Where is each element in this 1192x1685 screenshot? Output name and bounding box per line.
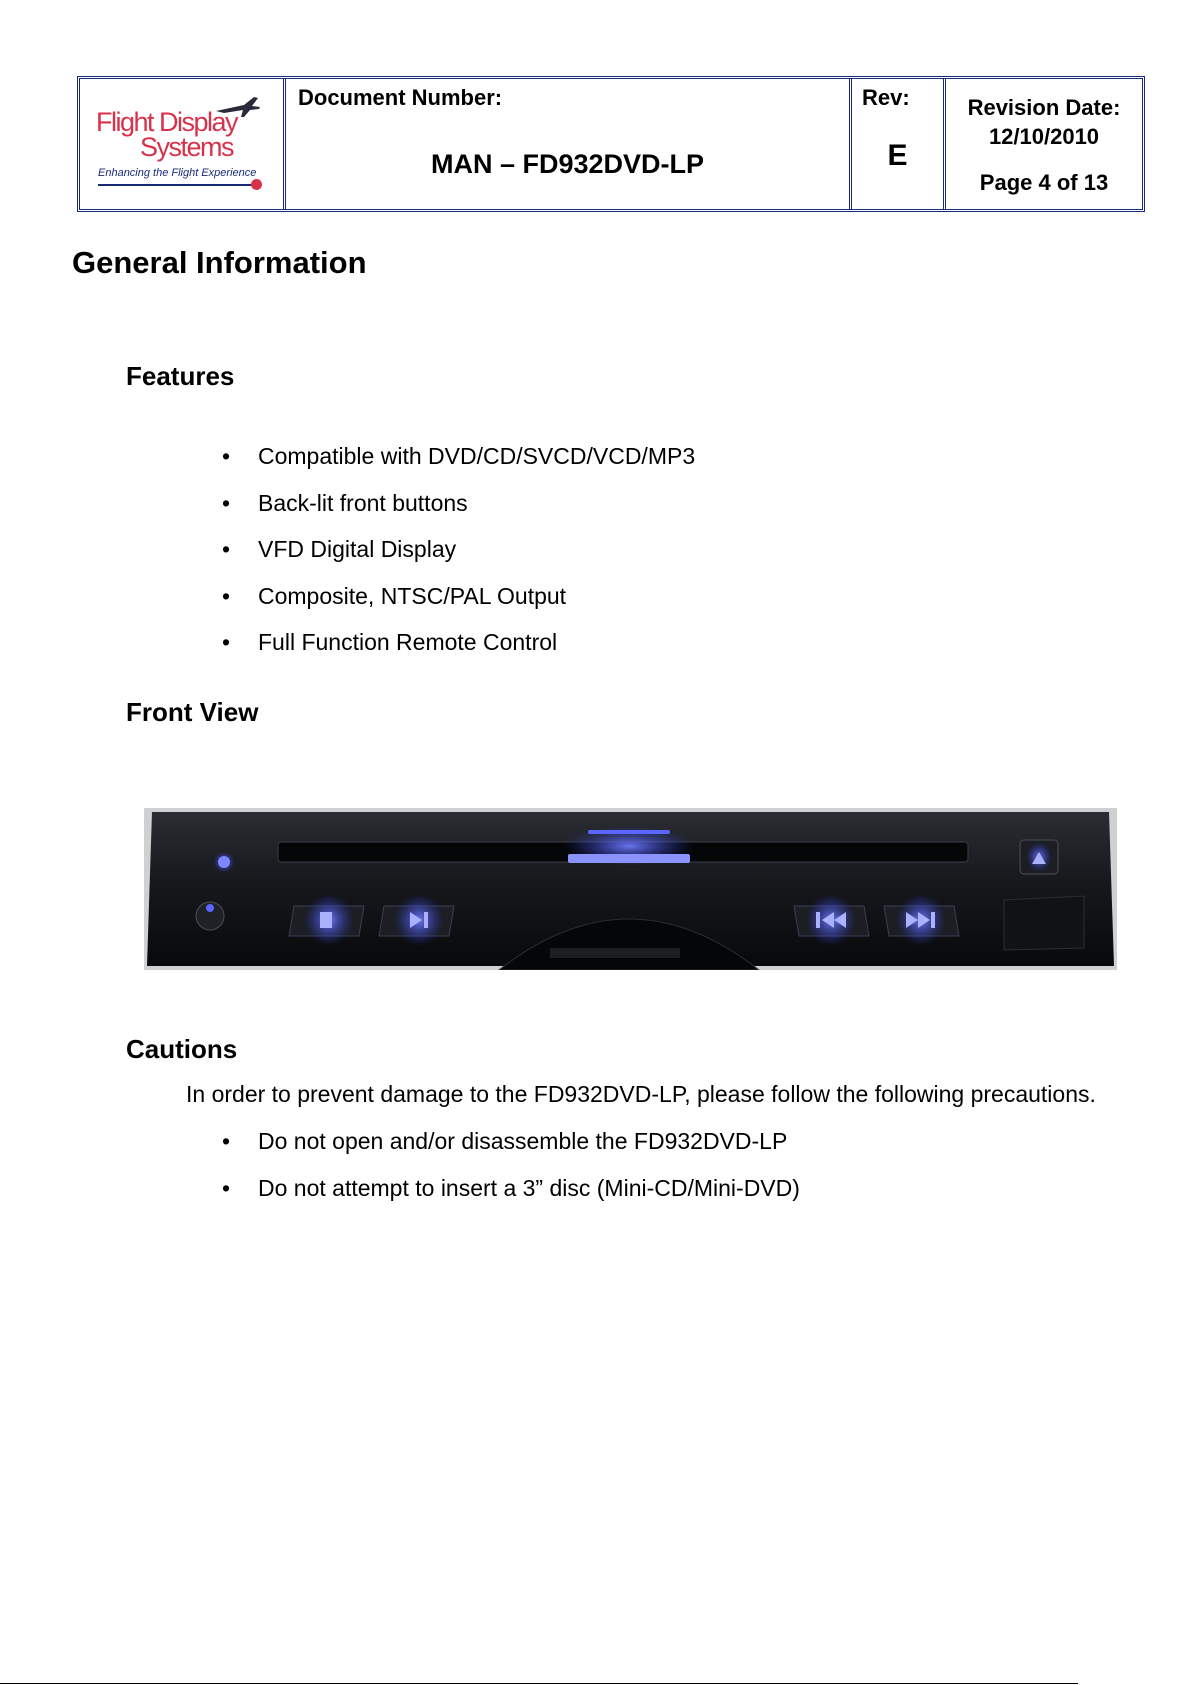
document-number-value: MAN – FD932DVD-LP (430, 149, 705, 179)
bullet-icon: • (222, 629, 231, 655)
list-item (222, 490, 695, 537)
features-heading: Features (126, 361, 235, 391)
list-item (222, 583, 695, 630)
cautions-list (222, 1128, 800, 1221)
front-panel-photo (144, 808, 1117, 970)
revision-date-block (946, 93, 1142, 151)
revision-cell (852, 79, 946, 209)
bullet-icon: • (222, 489, 231, 516)
revision-date-value: 12/10/2010 (988, 124, 1100, 149)
document-number-label: Document Number: (298, 85, 503, 110)
list-item-text: Back-lit front buttons (258, 489, 468, 516)
bullet-icon: • (222, 582, 231, 609)
cautions-heading: Cautions (126, 1034, 238, 1064)
footer-divider (0, 1683, 1078, 1684)
logo-underline (98, 184, 254, 186)
front-view-heading: Front View (126, 697, 259, 727)
bullet-icon: • (222, 1128, 231, 1154)
features-list (222, 443, 695, 676)
logo-text-line1: Flight Display (96, 107, 238, 137)
list-item-text: Composite, NTSC/PAL Output (258, 582, 567, 609)
list-item-text: Do not attempt to insert a 3” disc (Mini-CD/Mini-DVD) (258, 1174, 800, 1201)
document-number-cell (286, 79, 852, 209)
list-item-text: Compatible with DVD/CD/SVCD/VCD/MP3 (258, 443, 696, 469)
document-header (77, 76, 1145, 212)
list-item (222, 1128, 800, 1175)
bullet-icon: • (222, 536, 231, 562)
list-item-text: Do not open and/or disassemble the FD932DVD-LP (258, 1128, 788, 1154)
bullet-icon: • (222, 443, 231, 469)
company-logo (96, 99, 266, 195)
page-number: Page 4 of 13 (979, 170, 1109, 195)
section-title: General Information (72, 245, 367, 280)
logo-cell (80, 79, 286, 209)
bullet-icon: • (222, 1174, 231, 1201)
list-item-text: VFD Digital Display (258, 536, 457, 562)
cautions-intro: In order to prevent damage to the FD932DVD-LP, please follow the following precautions. (186, 1081, 1096, 1107)
list-item (222, 629, 695, 676)
rev-label: Rev: (862, 85, 910, 110)
logo-tagline: Enhancing the Flight Experience (98, 167, 257, 179)
list-item-text: Full Function Remote Control (258, 629, 558, 655)
list-item (222, 536, 695, 583)
logo-dot (251, 179, 262, 190)
rev-value: E (887, 139, 908, 172)
revision-date-cell (946, 79, 1142, 209)
list-item (222, 443, 695, 490)
logo-text-line2: Systems (140, 132, 234, 162)
list-item (222, 1175, 800, 1222)
revision-date-label: Revision Date: (967, 95, 1121, 120)
